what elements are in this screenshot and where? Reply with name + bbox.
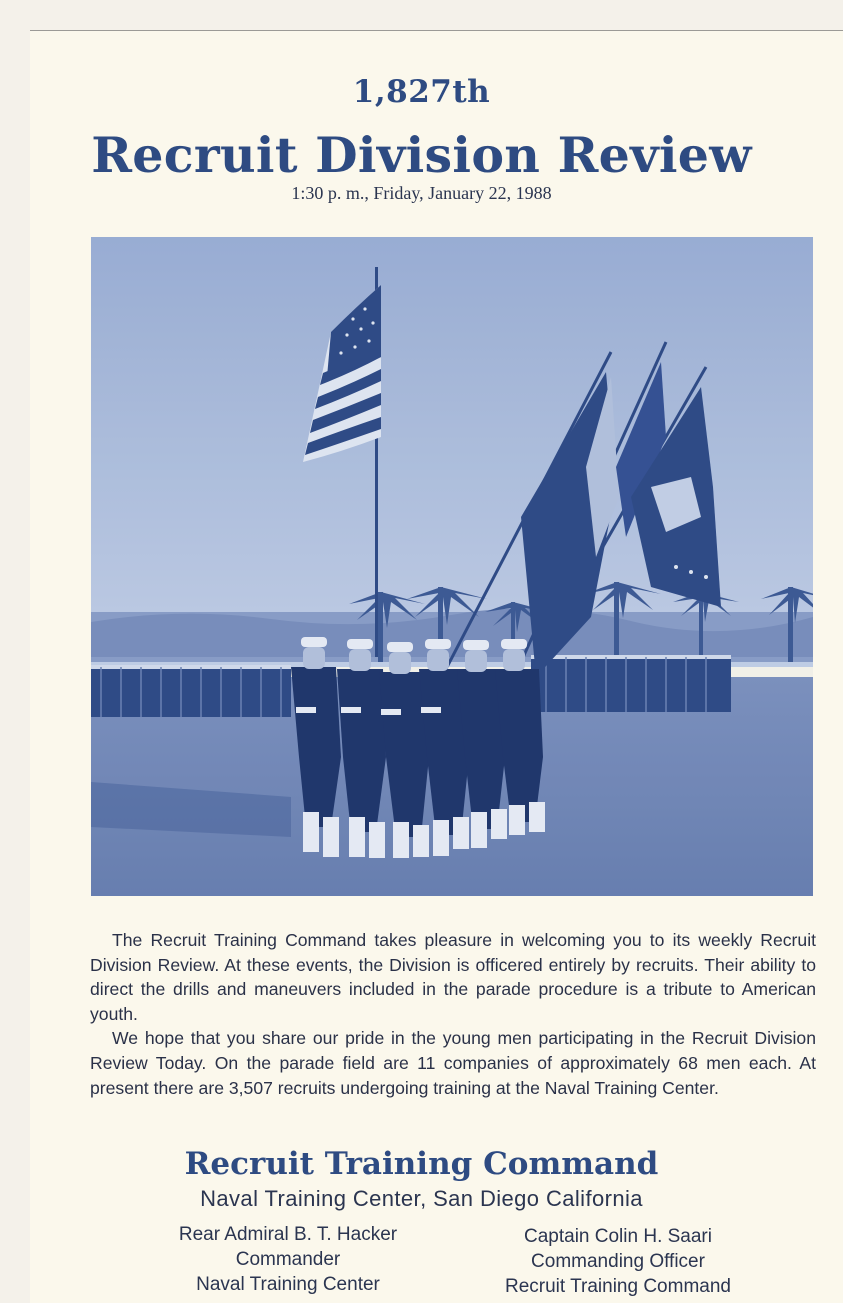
location-subtitle: Naval Training Center, San Diego California bbox=[200, 1186, 643, 1211]
division-number: 1,827th bbox=[352, 74, 491, 110]
commander-signature-block bbox=[138, 1222, 438, 1297]
command-title: Recruit Training Command bbox=[184, 1146, 659, 1182]
officer-unit: Recruit Training Command bbox=[505, 1276, 731, 1297]
page-title: Recruit Division Review bbox=[91, 126, 752, 184]
officer-unit: Naval Training Center bbox=[196, 1274, 380, 1295]
officer-name: Rear Admiral B. T. Hacker bbox=[178, 1224, 398, 1245]
welcome-text bbox=[90, 928, 816, 1100]
officer-role: Commander bbox=[235, 1249, 341, 1270]
officer-name: Captain Colin H. Saari bbox=[524, 1226, 712, 1247]
review-time: 1:30 p. m., Friday, January 22, 1988 bbox=[291, 183, 552, 203]
commanding-officer-signature-block bbox=[468, 1224, 768, 1299]
officer-role: Commanding Officer bbox=[531, 1251, 705, 1272]
pride-paragraph: We hope that you share our pride in the young men participating in the Recruit Division Review Today. On the parade field are 11 companies of approximately 68 men each. At present there are 3,507 recruits undergoing training at the Naval Training Center. bbox=[90, 1028, 816, 1098]
color-guard-photo bbox=[91, 237, 813, 896]
welcome-paragraph: The Recruit Training Command takes pleasure in welcoming you to its weekly Recruit Division Review. At these events, the Division is officered entirely by recruits. Their ability to direct the drills and maneuvers included in the parade procedure is a tribute to American youth. bbox=[90, 930, 816, 1024]
